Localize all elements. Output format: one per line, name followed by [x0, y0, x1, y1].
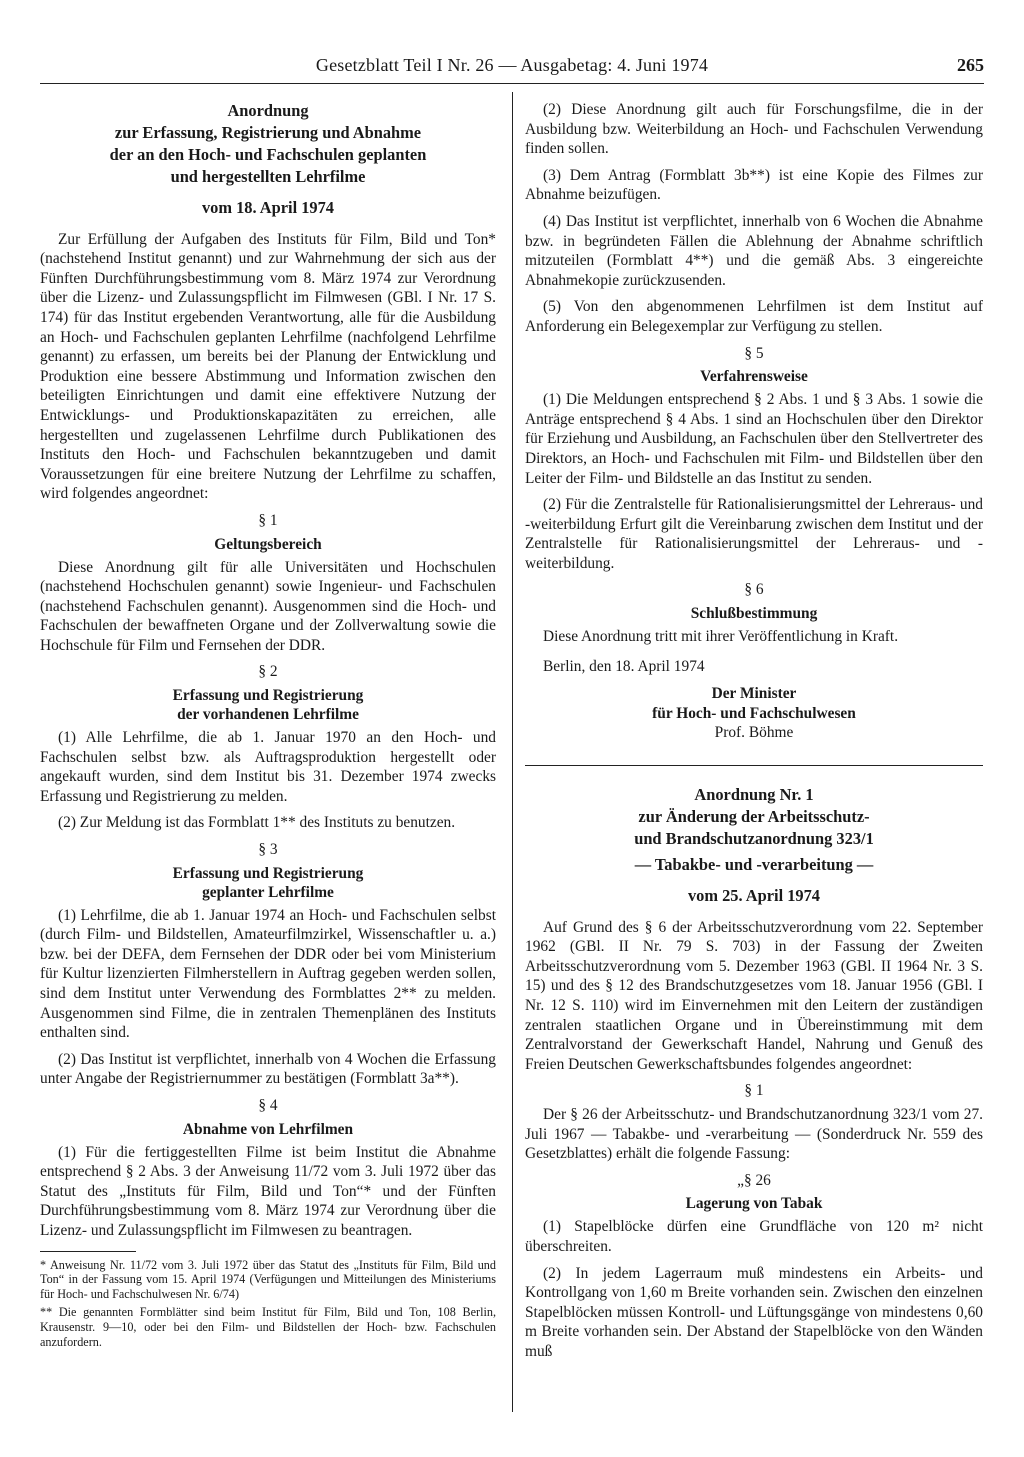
section-heading: Abnahme von Lehrfilmen	[182, 1120, 354, 1138]
section-paragraph: (1) Für die fertiggestellten Filme ist beim Institut die Abnahme entsprechend § 2 Abs. 3 der Anweisung 11/72 vom 3. Juli 1972 über das Statut des „Instituts für Film, Bild und Ton“* und der Fünften Durchführungsbestimmung vom 8. März 1974 zur Verordnung über die Lizenz- und Zulassungspflicht im Filmwesen zu beantragen.	[40, 1143, 496, 1239]
section-paragraph: (2) Zur Meldung ist das Formblatt 1** des Instituts zu benutzen.	[58, 814, 456, 832]
section-heading: Lagerung von Tabak	[685, 1195, 823, 1213]
ordinance-title-line: Anordnung	[227, 101, 309, 120]
header-rule	[40, 83, 984, 84]
section-number: § 1	[744, 1082, 764, 1100]
section-number: § 2	[258, 663, 278, 681]
preamble-paragraph: Zur Erfüllung der Aufgaben des Instituts für Film, Bild und Ton* (nachstehend Institut genannt) und zur Wahrnehmung der sich aus der Fünften Durchführungsbestimmung vom 8. März 1974 zur Verordnung über die Lizenz- und Zulassungspflicht im Filmwesen (GBl. I Nr. 17 S. 174) für das Institut ergebenden Verantwortung, alle für die Ausbildung an Hoch- und Fachschulen geplanten Lehrfilme (nachfolgend Lehrfilme genannt) zu erfassen, um bereits bei der Planung der Entwicklung und Produktion eine bessere Abstimmung und Information zwischen den beteiligten Einrichtungen und damit eine effektivere Nutzung der Entwicklungs- und Produktionskapazitäten zu erreichen, alle hergestellten und zugelassenen Lehrfilme durch Publikationen des Instituts den Hoch- und Fachschulen bekanntzugeben und damit Voraussetzungen für eine breitere Nutzung der Lehrfilme zu schaffen, wird folgendes angeordnet:	[40, 230, 496, 503]
section-number: § 3	[258, 841, 278, 859]
section-number: § 1	[258, 511, 278, 529]
preamble-paragraph: Auf Grund des § 6 der Arbeitsschutzverordnung vom 22. September 1962 (GBl. II Nr. 79 S. 703) in der Fassung der Zweiten Arbeitsschutzverordnung vom 5. Dezember 1963 (GBl. II 1964 Nr. 3 S. 15) und des § 12 des Brandschutzgesetzes vom 18. Januar 1956 (GBl. I Nr. 12 S. 110) wird im Einvernehmen mit den Leitern der zuständigen zentralen staatlichen Organe und in Übereinstimmung mit dem Zentralvorstand der Gewerkschaft Handel, Nahrung und Genuß des Freien Deutschen Gewerkschaftsbundes folgendes angeordnet:	[525, 918, 983, 1073]
signatory-name: Prof. Böhme	[714, 724, 794, 742]
section-heading: Schlußbestimmung	[690, 605, 818, 623]
page-number: 265	[957, 55, 984, 75]
section-paragraph: (1) Alle Lehrfilme, die ab 1. Januar 1970 an den Hoch- und Fachschulen selbst bzw. als Auftragsproduktion hergestellt oder angekauft wurden, sind dem Institut bis 31. Dezember 1974 zwecks Erfassung und Registrierung zu melden.	[40, 729, 496, 805]
ordinance-title-line: zur Änderung der Arbeitsschutz-	[638, 807, 870, 827]
section-heading: Erfassung und Registrierung	[172, 864, 364, 882]
section-heading: Geltungsbereich	[214, 535, 322, 553]
section-paragraph: (2) Für die Zentralstelle für Rationalisierungsmittel der Lehreraus- und -weiterbildung Erfurt gilt die Vereinbarung zwischen dem Institut und der Zentralstelle für Rationalisierungsmittel der Lehreraus- und -weiterbildung.	[525, 496, 983, 572]
section-number: § 6	[744, 581, 764, 599]
ordinance-date: vom 25. April 1974	[687, 886, 821, 906]
section-paragraph: (2) Diese Anordnung gilt auch für Forschungsfilme, die in der Ausbildung bzw. Weiterbildung an Hoch- und Fachschulen Verwendung finden sollen.	[525, 101, 983, 158]
ordinance-title-line: und Brandschutzanordnung 323/1	[634, 829, 874, 849]
left-column	[40, 100, 496, 1353]
section-paragraph: (1) Stapelblöcke dürfen eine Grundfläche von 120 m² nicht überschreiten.	[525, 1218, 983, 1255]
section-paragraph: (2) Das Institut ist verpflichtet, innerhalb von 4 Wochen die Erfassung unter Angabe der Registriernummer zu bestätigen (Formblatt 3a**).	[40, 1050, 496, 1088]
signatory-title: Der Minister	[711, 685, 797, 703]
ordinance-date: vom 18. April 1974	[201, 198, 335, 217]
signatory-ministry: für Hoch- und Fachschulwesen	[652, 704, 856, 722]
gazette-header-title: Gesetzblatt Teil I Nr. 26 — Ausgabetag: 4. Juni 1974	[315, 55, 709, 75]
section-paragraph: (1) Lehrfilme, die ab 1. Januar 1974 an Hoch- und Fachschulen selbst (durch Film- und Bildstellen, Amateurfilmzirkel, Wissenschaftler u. a.) bzw. bei der DEFA, dem Fernsehen der DDR oder bei vom Ministerium für Kultur lizenzierten Filmherstellern in Auftrag gegeben werden sollen, sind dem Institut unter Verwendung des Formblattes 2** zu melden. Ausgenommen sind Filme, die in zentralen Themenplänen des Instituts enthalten sind.	[40, 906, 496, 1042]
section-heading: Erfassung und Registrierung	[172, 687, 364, 705]
footnote: ** Die genannten Formblätter sind beim Institut für Film, Bild und Ton, 108 Berlin, Krausenstr. 9—10, oder bei den Film- und Bildstellen der Hoch- bzw. Fachschulen anzufordern.	[40, 1305, 496, 1349]
page-header	[40, 55, 984, 85]
ordinance-title-line: Anordnung Nr. 1	[694, 785, 814, 805]
ordinance-title-line: zur Erfassung, Registrierung und Abnahme	[114, 123, 422, 142]
ordinance-title-line: der an den Hoch- und Fachschulen geplanten	[109, 145, 427, 164]
section-paragraph: (2) In jedem Lagerraum muß mindestens ein Arbeits- und Kontrollgang von 1,60 m Breite vorhanden sein. Zwischen den einzelnen Stapelblöcken müssen Kontroll- und Lüftungsgänge von mindestens 0,60 m Breite vorhanden sein. Der Abstand der Stapelblöcke von den Wänden muß	[525, 1264, 983, 1360]
right-column	[525, 100, 983, 1369]
place-date: Berlin, den 18. April 1974	[543, 657, 705, 675]
section-heading: Verfahrensweise	[700, 368, 808, 386]
ordinance-title-line: — Tabakbe- und -verarbeitung —	[634, 855, 874, 875]
footnote-rule	[40, 1251, 136, 1252]
ordinance-title-line: und hergestellten Lehrfilme	[170, 167, 366, 186]
section-heading: geplanter Lehrfilme	[202, 883, 334, 901]
section-paragraph: (4) Das Institut ist verpflichtet, innerhalb von 6 Wochen die Abnahme bzw. in begründeten Fällen die Ablehnung der Abnahme schriftlich mitzuteilen (Formblatt 4**) und die gemäß Abs. 3 eingereichte Abnahmekopie zurückzusenden.	[525, 212, 983, 289]
column-divider	[512, 92, 513, 1412]
footnote: * Anweisung Nr. 11/72 vom 3. Juli 1972 über das Statut des „Instituts für Film, Bild und Ton“ in der Fassung vom 15. April 1974 (Verfügungen und Mitteilungen des Ministeriums für Hoch- und Fachschulwesen Nr. 6/74)	[40, 1257, 496, 1301]
section-number: § 5	[744, 344, 764, 362]
section-heading: der vorhandenen Lehrfilme	[177, 706, 359, 724]
section-paragraph: (1) Die Meldungen entsprechend § 2 Abs. 1 und § 3 Abs. 1 sowie die Anträge entsprechend § 4 Abs. 1 sind an Hochschulen über den Direktor für Erziehung und Ausbildung, an Fachschulen über den Stellvertreter des Direktors, an Hoch- und Fachschulen mit Film- und Bildstellen über den Leiter der Film- und Bildstelle an das Institut zu senden.	[525, 391, 983, 487]
quoted-section-number: „§ 26	[737, 1171, 771, 1189]
section-number: § 4	[258, 1096, 278, 1114]
article-separator-rule	[525, 765, 983, 766]
section-paragraph: (3) Dem Antrag (Formblatt 3b**) ist eine Kopie des Filmes zur Abnahme beizufügen.	[525, 166, 983, 204]
section-paragraph: (5) Von den abgenommenen Lehrfilmen ist dem Institut auf Anforderung ein Belegexemplar zur Verfügung zu stellen.	[525, 298, 983, 335]
section-paragraph: Diese Anordnung gilt für alle Universitäten und Hochschulen (nachstehend Hochschulen genannt) sowie Ingenieur- und Fachschulen (nachstehend Fachschulen genannt). Ausgenommen sind die Hoch- und Fachschulen der bewaffneten Organe und der Zollverwaltung sowie die Hochschule für Film und Fernsehen der DDR.	[40, 558, 496, 654]
section-paragraph: Der § 26 der Arbeitsschutz- und Brandschutzanordnung 323/1 vom 27. Juli 1967 — Tabakbe- und -verarbeitung — (Sonderdruck Nr. 559 des Gesetzblattes) erhält die folgende Fassung:	[525, 1105, 983, 1163]
section-paragraph: Diese Anordnung tritt mit ihrer Veröffentlichung in Kraft.	[543, 628, 899, 646]
